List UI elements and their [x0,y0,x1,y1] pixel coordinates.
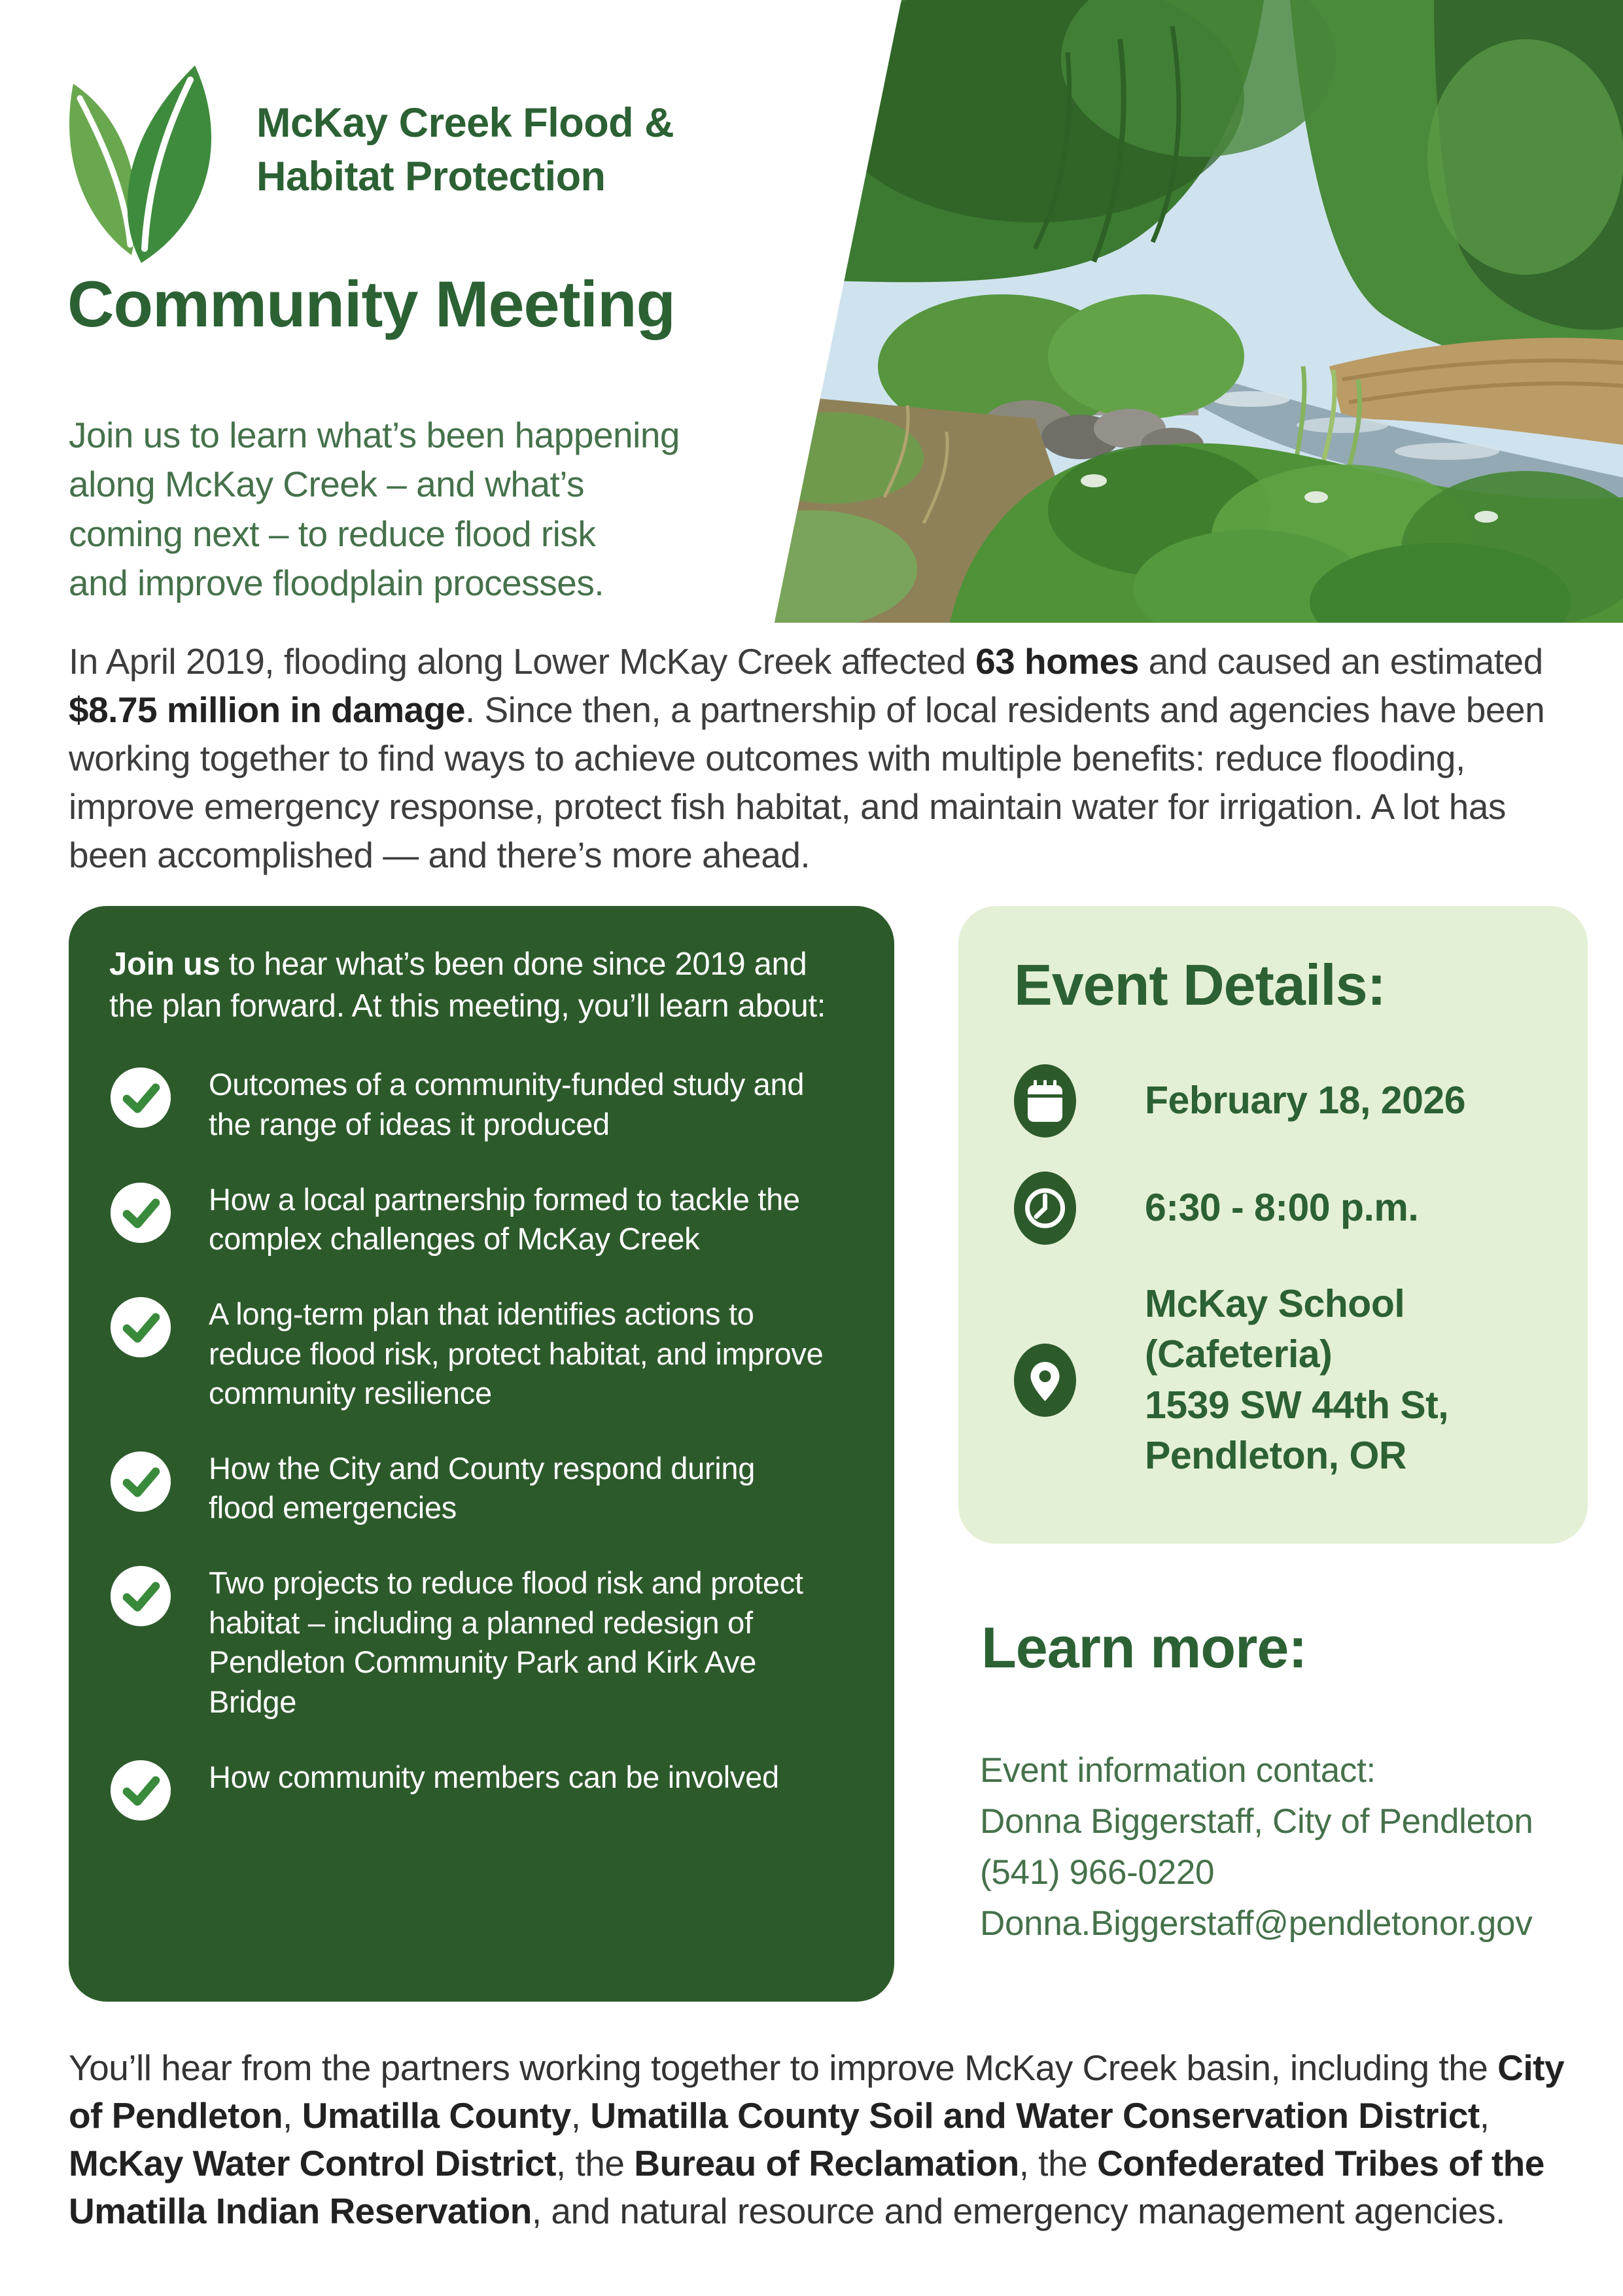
contact-info [980,1745,1533,1949]
agenda-item [109,1449,856,1528]
tagline-line: along McKay Creek – and what’s [69,464,585,505]
clock-icon [1014,1172,1076,1245]
agenda-intro: Join us to hear what’s been done since 2019 and the plan forward. At this meeting, you’ll learn about: [109,947,826,1024]
agenda-item-text: How the City and County respond during flood emergencies [209,1450,756,1525]
event-details-box [958,906,1588,1544]
check-icon [109,1450,172,1513]
learn-more-heading: Learn more: [981,1615,1307,1680]
check-icon [109,1565,172,1627]
agenda-item [109,1758,856,1822]
two-leaf-logo [38,60,234,268]
creek-photo-illustration [754,0,1623,623]
contact-line: Event information contact: [980,1751,1376,1790]
tagline-line: and improve floodplain processes. [69,563,604,604]
event-location-line: 1539 SW 44th St, [1145,1383,1449,1427]
event-location [1145,1279,1555,1481]
contact-line: Donna Biggerstaff, City of Pendleton [980,1801,1533,1841]
tagline-line: Join us to learn what’s been happening [69,415,680,455]
footer-paragraph: You’ll hear from the partners working together to improve McKay Creek basin, including the City of Pendleton, Umatilla County, Umatilla County Soil and Water Conservation District, McKay Water Control District, the Bureau of Reclamation, the Confederated Tribes of the Umatilla Indian Reservation, and natural resource and emergency management agencies. [69,2047,1565,2232]
check-icon [109,1759,172,1822]
agenda-item-text: How a local partnership formed to tackle the complex challenges of McKay Creek [209,1181,800,1257]
contact-phone: (541) 966-0220 [980,1852,1215,1892]
agenda-item-text: Outcomes of a community-funded study and the range of ideas it produced [209,1067,805,1141]
leaf-icon [38,60,234,270]
org-name-line1: McKay Creek Flood & [256,100,674,146]
tagline-line: coming next – to reduce flood risk [69,513,596,554]
event-location-line: (Cafeteria) [1145,1332,1333,1376]
tagline [69,411,680,608]
event-date: February 18, 2026 [1145,1079,1466,1122]
check-icon [109,1181,172,1244]
check-icon [109,1296,172,1359]
agenda-item-text: A long-term plan that identifies actions to reduce flood risk, protect habitat, and improve community resilience [209,1296,824,1411]
event-time-row [1014,1172,1555,1245]
event-time: 6:30 - 8:00 p.m. [1145,1186,1419,1230]
check-icon [109,1066,172,1129]
contact-email: Donna.Biggerstaff@pendletonor.gov [980,1904,1533,1943]
org-name [256,97,674,204]
agenda-item [109,1563,856,1722]
creek-photo [754,0,1623,623]
agenda-item-text: Two projects to reduce flood risk and protect habitat – including a planned redesign of Pendleton Community Park and Kirk Ave Bridge [209,1565,803,1719]
event-location-line: Pendleton, OR [1145,1433,1406,1477]
calendar-icon [1014,1064,1076,1138]
event-date-row [1014,1064,1555,1138]
agenda-item [109,1295,856,1414]
agenda-box [69,906,894,2002]
org-name-line2: Habitat Protection [256,153,606,200]
event-location-line: McKay School [1145,1282,1405,1325]
page-title: Community Meeting [67,268,676,340]
agenda-item-text: How community members can be involved [209,1759,779,1794]
location-pin-icon [1014,1344,1076,1417]
event-details-heading: Event Details: [1014,952,1386,1017]
intro-paragraph: In April 2019, flooding along Lower McKay Creek affected 63 homes and caused an estimated $8.75 million in damage. Since then, a partnership of local residents and agencies have been working together to find ways to achieve outcomes with multiple benefits: reduce flooding, improve emergency response, protect fish habitat, and maintain water for irrigation. A lot has been accomplished — and there’s more ahead. [69,641,1545,875]
agenda-item [109,1065,856,1144]
event-location-row [1014,1279,1555,1481]
agenda-item [109,1180,856,1259]
